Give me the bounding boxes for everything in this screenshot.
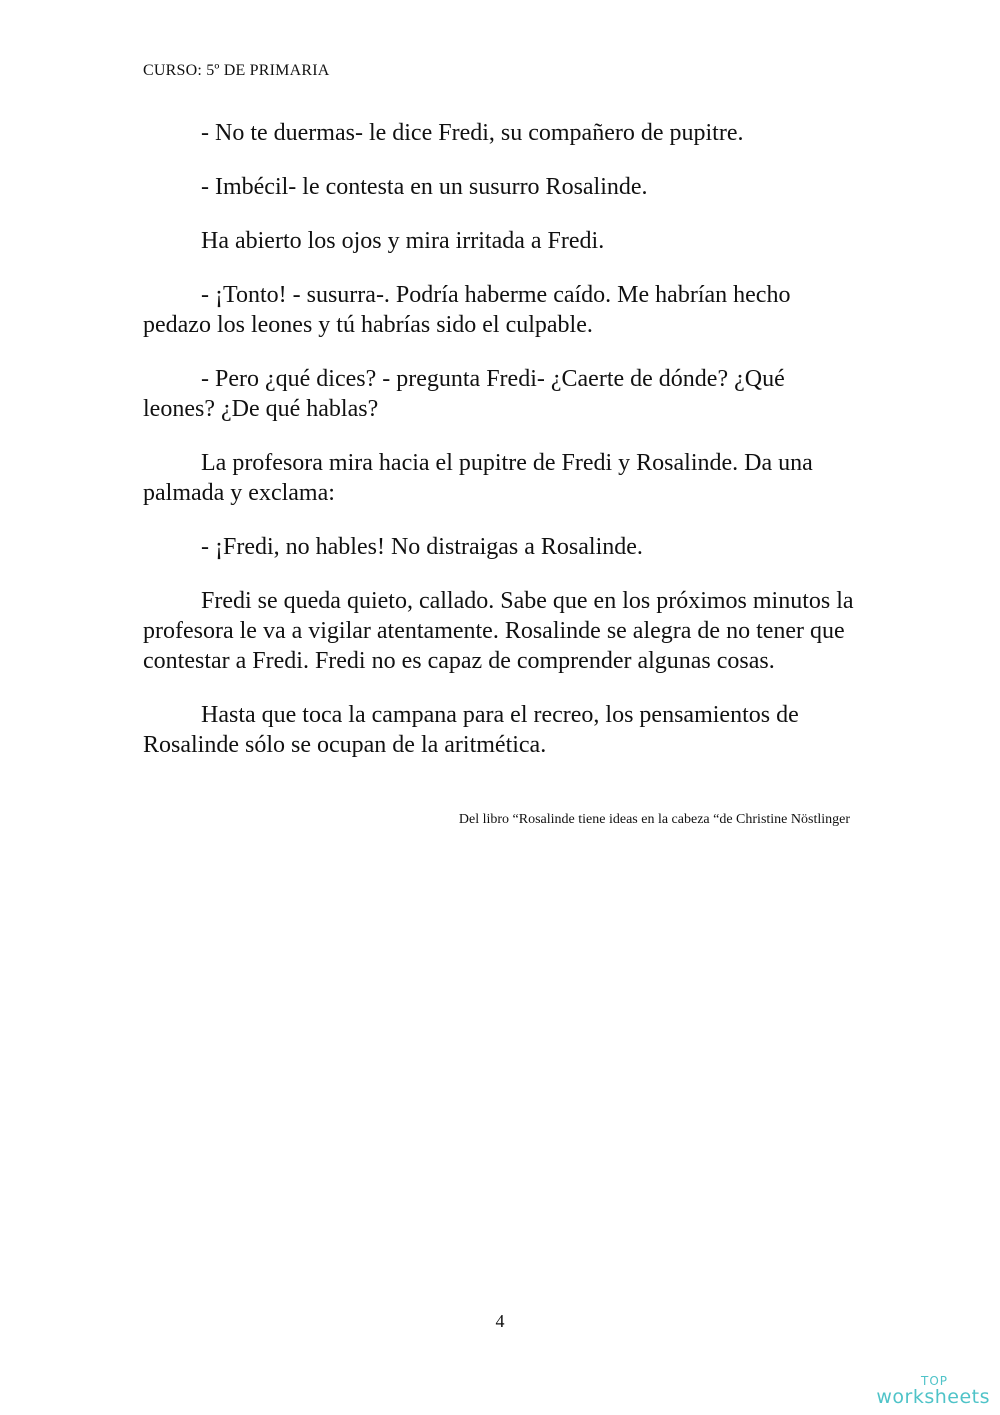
page-number: 4	[495, 1311, 505, 1331]
paragraph: Ha abierto los ojos y mira irritada a Fredi.	[201, 228, 605, 254]
paragraph: - ¡Fredi, no hables! No distraigas a Rosalinde.	[201, 534, 643, 560]
paragraph: Hasta que toca la campana para el recreo, los pensamientos de Rosalinde sólo se ocupan de la aritmética.	[143, 702, 799, 758]
story-text	[143, 118, 858, 784]
paragraph: - Imbécil- le contesta en un susurro Rosalinde.	[201, 174, 648, 200]
brand-logo[interactable]	[876, 1375, 990, 1407]
paragraph: - Pero ¿qué dices? - pregunta Fredi- ¿Caerte de dónde? ¿Qué leones? ¿De qué hablas?	[143, 366, 785, 422]
paragraph: La profesora mira hacia el pupitre de Fredi y Rosalinde. Da una palmada y exclama:	[143, 450, 813, 506]
paragraph: - No te duermas- le dice Fredi, su compañero de pupitre.	[201, 120, 744, 146]
brand-bottom-text: worksheets	[876, 1386, 990, 1408]
course-header: CURSO: 5º DE PRIMARIA	[143, 62, 330, 79]
book-credit: Del libro “Rosalinde tiene ideas en la cabeza “de Christine Nöstlinger	[458, 812, 850, 827]
brand-top-text: TOP	[920, 1374, 948, 1388]
paragraph: Fredi se queda quieto, callado. Sabe que en los próximos minutos la profesora le va a vigilar atentamente. Rosalinde se alegra de no tener que contestar a Fredi. Fredi no es capaz de comprender algunas cosas.	[143, 588, 854, 674]
paragraph: - ¡Tonto! - susurra-. Podría haberme caído. Me habrían hecho pedazo los leones y tú habrías sido el culpable.	[143, 282, 791, 338]
